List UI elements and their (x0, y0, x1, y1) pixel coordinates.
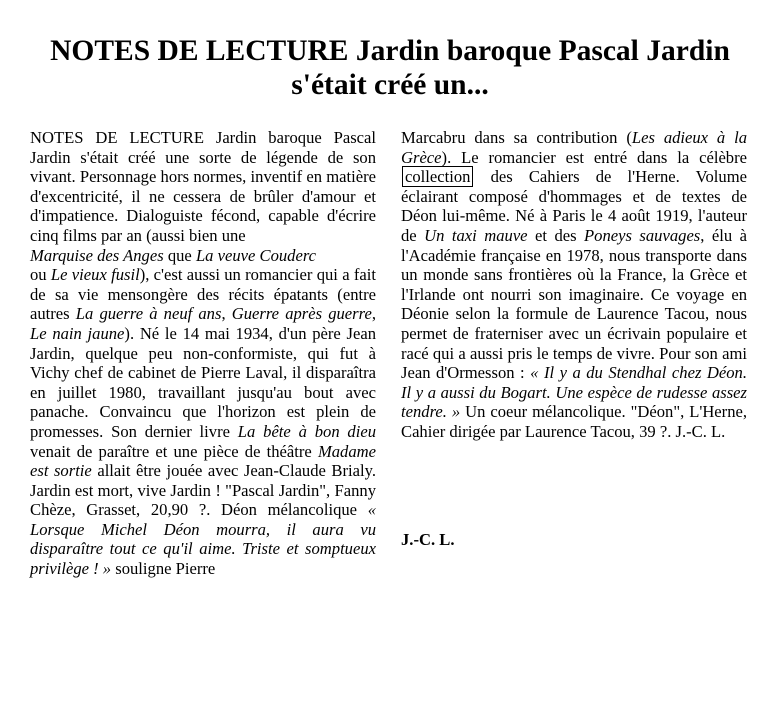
work-title: La bête à bon dieu (237, 421, 377, 441)
article-paragraph-1-rest (30, 265, 376, 579)
body-text: , (221, 304, 232, 324)
body-text: ). Le romancier est entré dans la célèbre (441, 147, 747, 167)
body-text: des Cahiers de l'Herne. Volume éclairant composé d'hommages et de textes de Déon lui-même. Né à Paris le 4 août 1919, l'auteur de (401, 167, 747, 245)
article-paragraph-1-cont (30, 246, 376, 266)
body-text: NOTES DE LECTURE Jardin baroque Pascal Jardin s'était créé une sorte de légende de son vivant. Personnage hors normes, inventif en matière d'excentricité, il ne cessera de brûler d'amour et d'impatience. Dialoguiste fécond, capable d'écrire cinq films par an (aussi bien une (30, 128, 376, 245)
body-text: ). Né le 14 mai 1934, d'un père Jean Jardin, quelque peu non-conformiste, qui fut à Vichy chef de cabinet de Pierre Laval, il disparaîtra en juillet 1980, travaillant jusqu'au bout avec panache. Convaincu que l'horizon est plein de promesses. Son dernier livre (30, 323, 376, 441)
body-text: allait être jouée avec Jean-Claude Brialy. Jardin est mort, vive Jardin ! "Pascal Jardin", Fanny Chèze, Grasset, 20,90 ?. Déon mélancolique (30, 461, 376, 520)
work-title: La veuve Couderc (195, 245, 317, 265)
work-title: Guerre après guerre (231, 304, 372, 324)
work-title: Marquise des Anges (30, 245, 164, 265)
article-column-left (30, 128, 376, 579)
body-text: Marcabru dans sa contribution ( (401, 128, 632, 147)
article-paragraph-2 (401, 128, 747, 442)
work-title: Un taxi mauve (424, 225, 528, 245)
work-title: Les adieux à la Grèce (401, 128, 748, 167)
work-title: La guerre à neuf ans (75, 304, 222, 324)
work-title: Poneys sauvages (584, 225, 701, 245)
body-text: souligne Pierre (111, 559, 216, 579)
article-title: NOTES DE LECTURE Jardin baroque Pascal Jardin s'était créé un... (50, 35, 730, 101)
body-text: , (371, 304, 376, 324)
body-text: et des (527, 225, 585, 245)
work-title: Madame est sortie (30, 441, 376, 481)
body-text: Un coeur mélancolique. "Déon", L'Herne, Cahier dirigée par Laurence Tacou, 39 ?. J.-C. L. (401, 402, 747, 441)
body-text: , élu à l'Académie française en 1978, nous transporte dans un monde sans frontières où la France, la Grèce et l'Irlande ont nourri son imaginaire. Ce voyage en Déonie selon la formule de Laurence Tacou, nous permet de fraterniser avec un écrivain populaire et racé qui a aussi pris le temps de vivre. Pour son ami Jean d'Ormesson : (401, 225, 747, 383)
article-column-right (401, 128, 747, 442)
author-signature: J.-C. L. (401, 530, 455, 549)
body-text: que (163, 245, 196, 265)
body-text: ou (30, 265, 51, 285)
work-title: Le nain jaune (30, 323, 125, 343)
work-title: Le vieux fusil (50, 265, 140, 285)
highlighted-term: collection (402, 166, 473, 187)
body-text: venait de paraître et une pièce de théâtre (30, 441, 318, 461)
quotation: « Il y a du Stendhal chez Déon. Il y a aussi du Bogart. Une espèce de rudesse assez tendre. » (401, 363, 747, 422)
quotation: « Lorsque Michel Déon mourra, il aura vu disparaître tout ce qu'il aime. Triste et somptueux privilège ! » (30, 500, 376, 579)
body-text: ), c'est aussi un romancier qui a fait de sa vie mensongère des récits épatants (entre autres (30, 265, 376, 324)
article-paragraph-1 (30, 128, 376, 246)
